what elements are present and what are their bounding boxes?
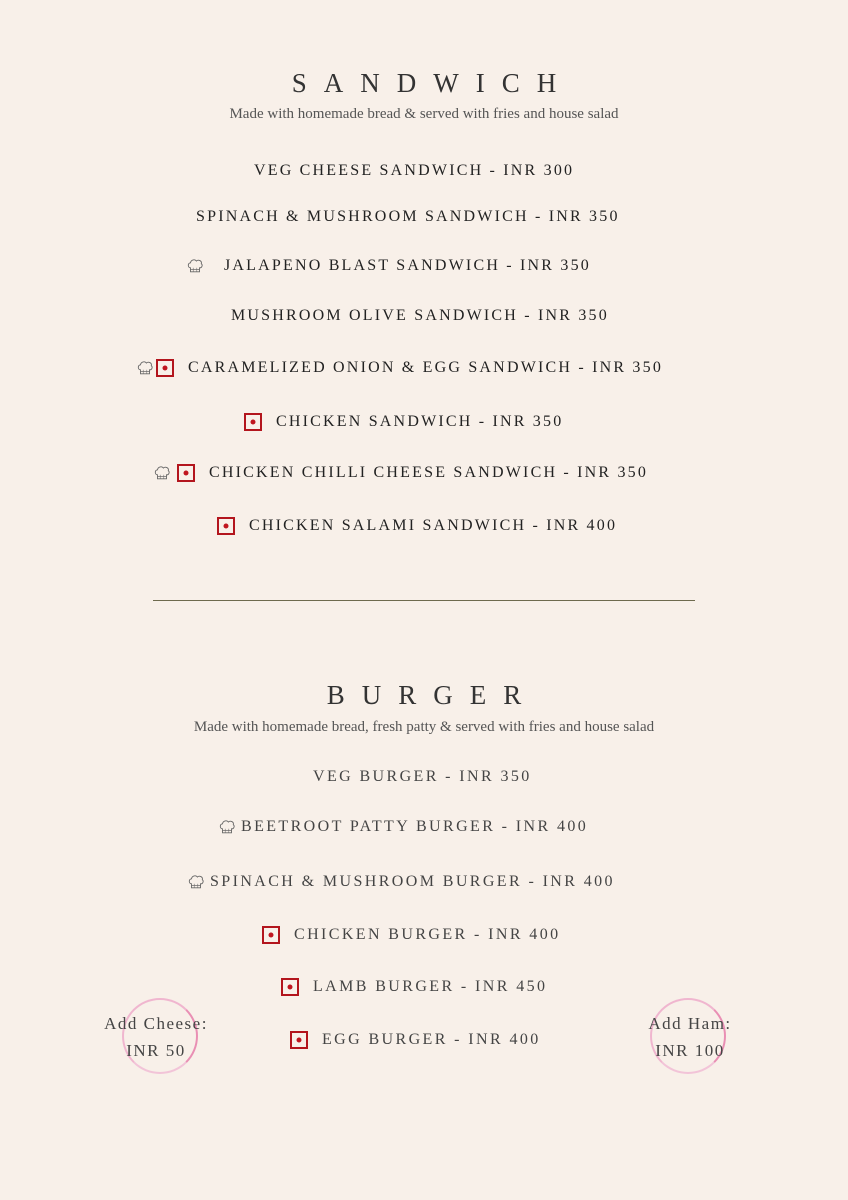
menu-item <box>186 257 591 275</box>
non-veg-icon <box>217 517 235 535</box>
menu-item-text: CHICKEN SANDWICH - INR 350 <box>276 413 564 430</box>
menu-item <box>262 926 561 944</box>
menu-item-text: MUSHROOM OLIVE SANDWICH - INR 350 <box>231 307 609 324</box>
chef-hat-icon <box>136 359 154 377</box>
menu-item-text: SPINACH & MUSHROOM SANDWICH - INR 350 <box>196 208 620 225</box>
cheese-addon-price: INR 50 <box>126 1041 186 1060</box>
non-veg-icon <box>156 359 174 377</box>
menu-item-text: CHICKEN CHILLI CHEESE SANDWICH - INR 350 <box>209 464 649 481</box>
menu-item-text: VEG BURGER - INR 350 <box>313 768 532 785</box>
menu-item <box>290 1031 541 1049</box>
ham-addon-price: INR 100 <box>655 1041 725 1060</box>
ham-addon <box>630 1010 750 1064</box>
menu-item <box>313 768 532 786</box>
non-veg-icon <box>281 978 299 996</box>
non-veg-icon <box>177 464 195 482</box>
menu-item <box>187 873 615 891</box>
menu-item-text: LAMB BURGER - INR 450 <box>313 978 548 995</box>
sandwich-title: SANDWICH <box>291 68 574 98</box>
burger-subtitle: Made with homemade bread, fresh patty & served with fries and house salad <box>193 719 655 735</box>
cheese-addon-label: Add Cheese: <box>104 1014 208 1033</box>
menu-item <box>196 208 620 226</box>
menu-item <box>153 464 648 482</box>
non-veg-icon <box>244 413 262 431</box>
chef-hat-icon <box>218 818 236 836</box>
non-veg-icon <box>290 1031 308 1049</box>
menu-item-text: EGG BURGER - INR 400 <box>322 1031 541 1048</box>
menu-item <box>254 162 574 180</box>
non-veg-icon <box>262 926 280 944</box>
menu-item-text: JALAPENO BLAST SANDWICH - INR 350 <box>224 257 591 274</box>
section-divider <box>153 600 695 601</box>
menu-item <box>218 818 588 836</box>
menu-item-text: CHICKEN BURGER - INR 400 <box>294 926 561 943</box>
menu-item-text: BEETROOT PATTY BURGER - INR 400 <box>241 818 589 835</box>
chef-hat-icon <box>187 873 205 891</box>
menu-item <box>244 413 563 431</box>
ham-addon-label: Add Ham: <box>648 1014 732 1033</box>
burger-title: BURGER <box>326 680 539 710</box>
menu-item-text: VEG CHEESE SANDWICH - INR 300 <box>254 162 575 179</box>
chef-hat-icon <box>153 464 171 482</box>
menu-item <box>136 359 663 377</box>
menu-item <box>217 517 617 535</box>
menu-item-text: CARAMELIZED ONION & EGG SANDWICH - INR 350 <box>188 359 664 376</box>
sandwich-subtitle: Made with homemade bread & served with fries and house salad <box>229 106 619 122</box>
menu-item-text: CHICKEN SALAMI SANDWICH - INR 400 <box>249 517 618 534</box>
menu-item-text: SPINACH & MUSHROOM BURGER - INR 400 <box>210 873 615 890</box>
menu-item <box>231 307 609 325</box>
chef-hat-icon <box>186 257 204 275</box>
cheese-addon <box>96 1010 216 1064</box>
menu-item <box>281 978 547 996</box>
